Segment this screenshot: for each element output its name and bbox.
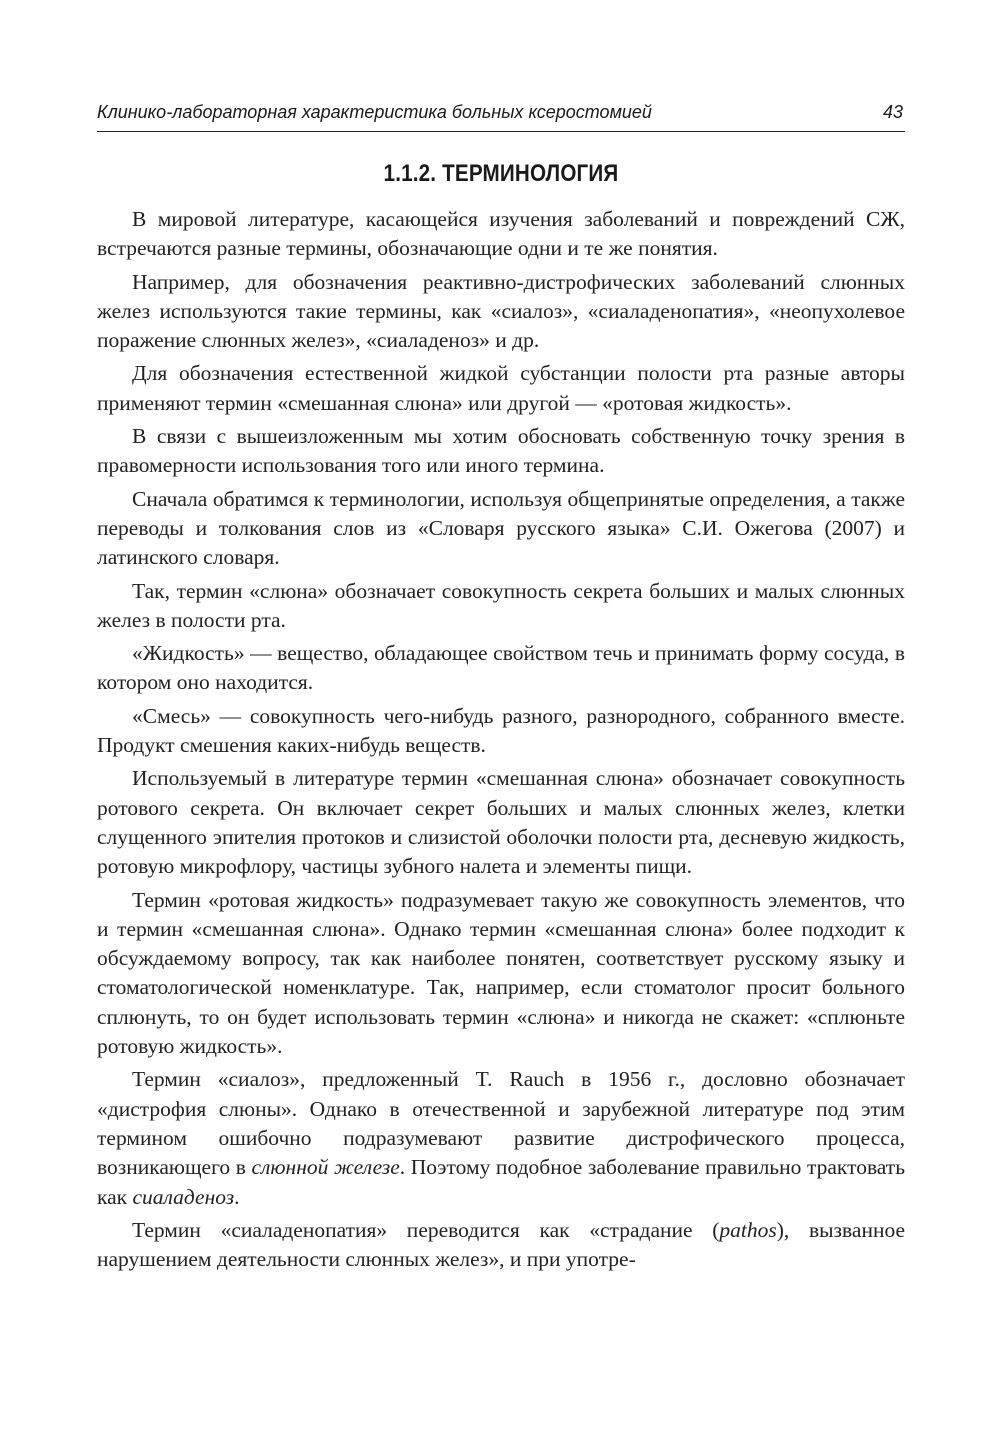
paragraph: «Жидкость» — вещество, обладающее свойством течь и принимать форму сосуда, в котором оно находится. [97,641,905,695]
running-head [97,98,905,126]
paragraph: Для обозначения естественной жидкой субстанции полости рта разные авторы применяют термин «смешанная слюна» или другой — «ротовая жидкость». [97,361,905,415]
paragraph: В связи с вышеизложенным мы хотим обосновать собственную точку зрения в правомерности использования того или иного термина. [97,424,905,478]
paragraph-text: ), вызванное нарушением деятельности слюнных желез», и при употре- [97,1217,906,1272]
paragraph-text: Термин «сиалоз», предложенный T. Rauch в 1956 г., дословно обозначает «дистрофия слюны». Однако в отечественной и зарубежной литературе под этим термином ошибочно подразумевают развитие дистрофического процесса, возникающего в [97,1067,905,1180]
paragraph: В мировой литературе, касающейся изучения заболеваний и повреждений СЖ, встречаются разные термины, обозначающие одни и те же понятия. [97,207,905,261]
body-text [97,205,905,1278]
paragraph: «Смесь» — совокупность чего-нибудь разного, разнородного, собранного вместе. Продукт смешения каких-нибудь веществ. [97,703,905,758]
paragraph [97,1065,905,1211]
paragraph: Сначала обратимся к терминологии, используя общепринятые определения, а также переводы и толкования слов из «Словаря русского языка» С.И. Ожегова (2007) и латинского словаря. [97,486,905,570]
running-title: Клинико-лабораторная характеристика больных ксеростомией [97,102,652,122]
page-number: 43 [882,102,903,122]
paragraph: Так, термин «слюна» обозначает совокупность секрета больших и малых слюнных желез в полости рта. [97,578,905,632]
paragraph-text: . [234,1184,240,1209]
paragraph: Например, для обозначения реактивно-дистрофических заболеваний слюнных желез используются такие термины, как «сиалоз», «сиаладенопатия», «неопухолевое поражение слюнных желез», «сиаладеноз» и др. [97,269,905,353]
paragraph: Термин «ротовая жидкость» подразумевает такую же совокупность элементов, что и термин «смешанная слюна». Однако термин «смешанная слюна» более подходит к обсуждаемому вопросу, так как наиболее понятен, соответствует русскому языку и стоматологической номенклатуре. Так, например, если стоматолог просит больного сплюнуть, то он будет использовать термин «слюна» и никогда не скажет: «сплюньте ротовую жидкость». [97,887,905,1059]
italic-term: сиаладеноз [132,1184,235,1209]
italic-term: слюнной железе [251,1155,400,1180]
paragraph-text: Термин «сиаладенопатия» переводится как «страдание ( [132,1217,720,1242]
italic-term: pathos [719,1217,777,1242]
paragraph: Используемый в литературе термин «смешанная слюна» обозначает совокупность ротового секрета. Он включает секрет больших и малых слюнных желез, клетки слущенного эпителия протоков и слизистой оболочки полости рта, десневую жидкость, ротовую микрофлору, частицы зубного налета и элементы пищи. [97,766,905,879]
paragraph-text: . Поэтому подобное заболевание правильно трактовать как [97,1155,905,1209]
header-divider [97,131,905,132]
paragraph [97,1216,905,1275]
section-title: 1.1.2. ТЕРМИНОЛОГИЯ [383,160,619,187]
